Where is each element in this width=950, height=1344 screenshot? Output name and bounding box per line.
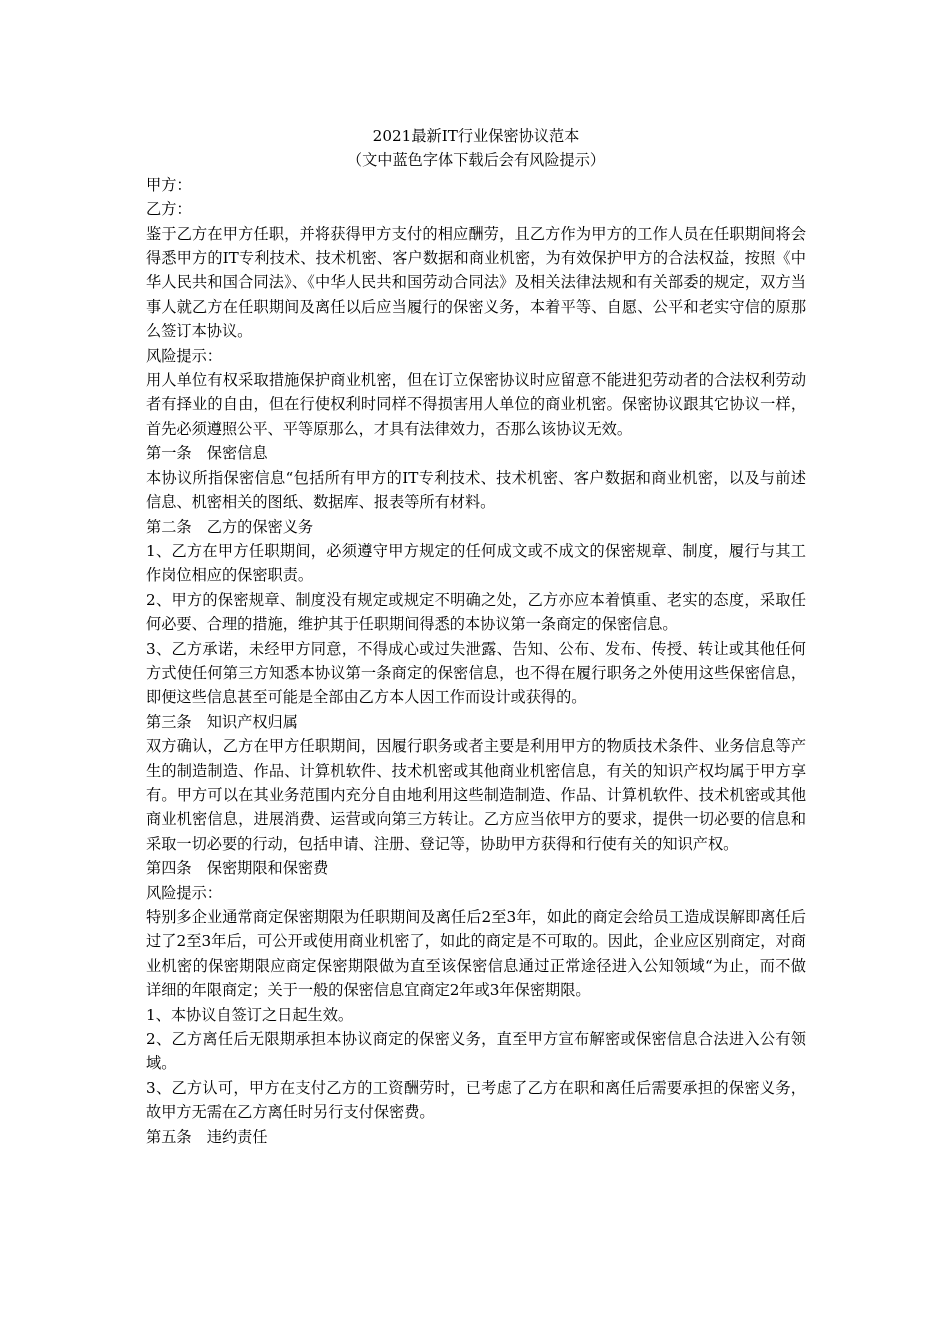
paragraph: 用人单位有权采取措施保护商业机密，但在订立保密协议时应留意不能进犯劳动者的合法权利劳动者有择业的自由，但在行使权利时同样不得损害用人单位的商业机密。保密协议跟其它协议一样，首先必须遵照公平、平等原那么，才具有法律效力，否那么该协议无效。: [146, 371, 806, 438]
paragraph: 第一条 保密信息: [146, 444, 268, 463]
document-title: 2021最新IT行业保密协议范本: [372, 127, 580, 145]
document-body: [146, 173, 806, 1149]
paragraph: 1、本协议自签订之日起生效。: [146, 1005, 354, 1024]
paragraph: 风险提示：: [146, 346, 222, 365]
paragraph: 第四条 保密期限和保密费: [146, 859, 329, 878]
paragraph: 第二条 乙方的保密义务: [146, 517, 314, 536]
paragraph: 3、乙方认可，甲方在支付乙方的工资酬劳时，已考虑了乙方在职和离任后需要承担的保密义务，故甲方无需在乙方离任时另行支付保密费。: [146, 1078, 806, 1122]
document-page: [146, 124, 806, 1149]
paragraph: 甲方：: [146, 175, 192, 194]
paragraph: 鉴于乙方在甲方任职，并将获得甲方支付的相应酬劳，且乙方作为甲方的工作人员在任职期间将会得悉甲方的IT专利技术、技术机密、客户数据和商业机密，为有效保护甲方的合法权益，按照《中华人民共和国合同法》、《中华人民共和国劳动合同法》及相关法律法规和有关部委的规定，双方当事人就乙方在任职期间及离任以后应当履行的保密义务，本着平等、自愿、公平和老实守信的原那么签订本协议。: [146, 224, 806, 341]
paragraph: 乙方：: [146, 200, 192, 219]
paragraph: 1、乙方在甲方任职期间，必须遵守甲方规定的任何成文或不成文的保密规章、制度，履行与其工作岗位相应的保密职责。: [146, 541, 806, 585]
paragraph: 风险提示：: [146, 883, 222, 902]
document-subtitle: （文中蓝色字体下载后会有风险提示）: [346, 151, 606, 170]
paragraph: 2、甲方的保密规章、制度没有规定或规定不明确之处，乙方亦应本着慎重、老实的态度，采取任何必要、合理的措施，维护其于任职期间得悉的本协议第一条商定的保密信息。: [146, 590, 806, 634]
paragraph: 第三条 知识产权归属: [146, 712, 298, 731]
paragraph: 3、乙方承诺，未经甲方同意，不得成心或过失泄露、告知、公布、发布、传授、转让或其他任何方式使任何第三方知悉本协议第一条商定的保密信息，也不得在履行职务之外使用这些保密信息，即便这些信息甚至可能是全部由乙方本人因工作而设计或获得的。: [146, 639, 806, 707]
paragraph: 2、乙方离任后无限期承担本协议商定的保密义务，直至甲方宣布解密或保密信息合法进入公有领域。: [146, 1030, 806, 1073]
paragraph: 本协议所指保密信息“包括所有甲方的IT专利技术、技术机密、客户数据和商业机密，以及与前述信息、机密相关的图纸、数据库、报表等所有材料。: [146, 468, 806, 512]
paragraph: 特别多企业通常商定保密期限为任职期间及离任后2至3年，如此的商定会给员工造成误解即离任后过了2至3年后，可公开或使用商业机密了，如此的商定是不可取的。因此，企业应区别商定，对商业机密的保密期限应商定保密期限做为直至该保密信息通过正常途径进入公知领域“为止，而不做详细的年限商定；关于一般的保密信息宜商定2年或3年保密期限。: [146, 908, 806, 1000]
paragraph: 双方确认，乙方在甲方任职期间，因履行职务或者主要是利用甲方的物质技术条件、业务信息等产生的制造制造、作品、计算机软件、技术机密或其他商业机密信息，有关的知识产权均属于甲方享有。甲方可以在其业务范围内充分自由地利用这些制造制造、作品、计算机软件、技术机密或其他商业机密信息，进展消费、运营或向第三方转让。乙方应当依甲方的要求，提供一切必要的信息和采取一切必要的行动，包括申请、注册、登记等，协助甲方获得和行使有关的知识产权。: [146, 737, 806, 853]
paragraph: 第五条 违约责任: [146, 1127, 268, 1146]
